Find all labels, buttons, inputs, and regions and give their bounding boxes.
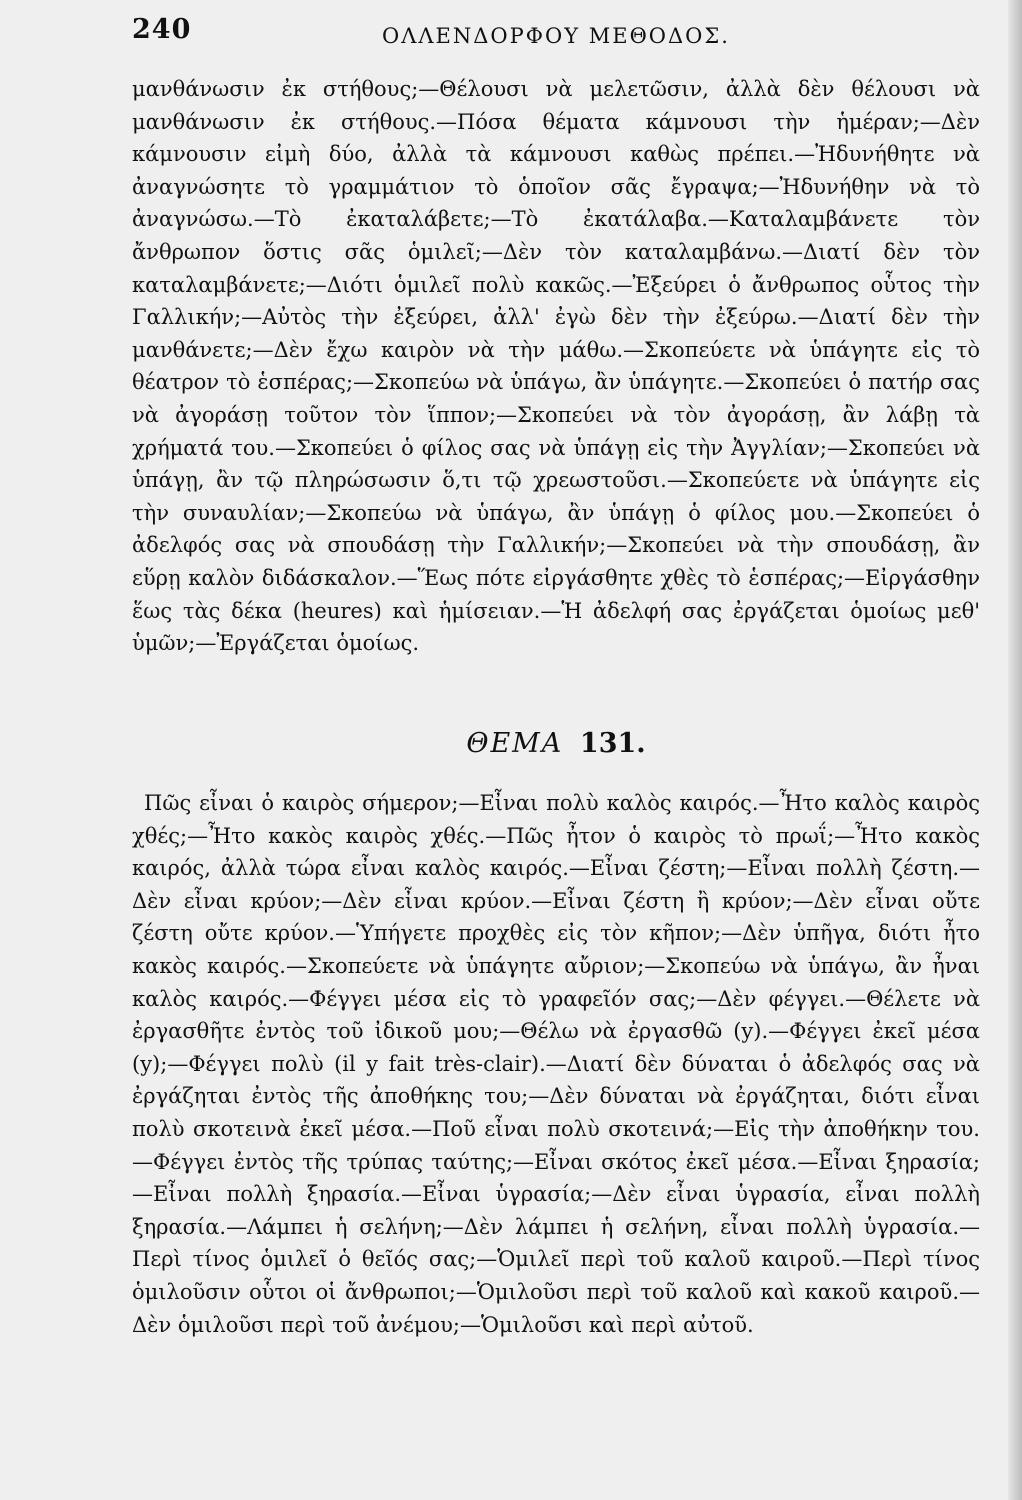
section-heading-word: ΘΕΜΑ xyxy=(466,728,564,759)
text-block-theme-131 xyxy=(132,787,980,1341)
section-heading xyxy=(132,728,980,759)
text-block-continuation xyxy=(132,73,980,660)
page-number: 240 xyxy=(132,14,192,45)
running-head: ΟΛΛΕΝΔΟΡΦΟΥ ΜΕΘΟΔΟΣ. xyxy=(382,24,730,48)
paragraph: Πῶς εἶναι ὁ καιρὸς σήμερον;—Εἶναι πολὺ καλὸς καιρός.—Ἦτο καλὸς καιρὸς χθές;—Ἦτο κακὸς καιρὸς χθές.—Πῶς ἦτον ὁ καιρὸς τὸ πρωΐ;—Ἦτο κακὸς καιρός, ἀλλὰ τώρα εἶναι καλὸς καιρός.—Εἶναι ζέστη;—Εἶναι πολλὴ ζέστη.—Δὲν εἶναι κρύον;—Δὲν εἶναι κρύον.—Εἶναι ζέστη ἢ κρύον;—Δὲν εἶναι οὔτε ζέστη οὔτε κρύον.—Ὑπήγετε προχθὲς εἰς τὸν κῆπον;—Δὲν ὑπῆγα, διότι ἦτο κακὸς καιρός.—Σκοπεύετε νὰ ὑπάγητε αὔριον;—Σκοπεύω νὰ ὑπάγω, ἂν ἦναι καλὸς καιρός.—Φέγγει μέσα εἰς τὸ γραφεῖόν σας;—Δὲν φέγγει.—Θέλετε νὰ ἐργασθῆτε ἐντὸς τοῦ ἰδικοῦ μου;—Θέλω νὰ ἐργασθῶ (y).—Φέγγει ἐκεῖ μέσα (y);—Φέγγει πολὺ (il y fait très-clair).—Διατί δὲν δύναται ὁ ἀδελφός σας νὰ ἐργάζηται ἐντὸς τῆς ἀποθήκης του;—Δὲν δύναται νὰ ἐργάζηται, διότι εἶναι πολὺ σκοτεινὰ ἐκεῖ μέσα.—Ποῦ εἶναι πολὺ σκοτεινά;—Εἰς τὴν ἀποθήκην του.—Φέγγει ἐντὸς τῆς τρύπας ταύτης;—Εἶναι σκότος ἐκεῖ μέσα.—Εἶναι ξηρασία;—Εἶναι πολλὴ ξηρασία.—Εἶναι ὑγρασία;—Δὲν εἶναι ὑγρασία, εἶναι πολλὴ ξηρασία.—Λάμπει ἡ σελήνη;—Δὲν λάμπει ἡ σελήνη, εἶναι πολλὴ ὑγρασία.—Περὶ τίνος ὁμιλεῖ ὁ θεῖός σας;—Ὁμιλεῖ περὶ τοῦ καλοῦ καιροῦ.—Περὶ τίνος ὁμιλοῦσιν οὗτοι οἱ ἄνθρωποι;—Ὁμιλοῦσι περὶ τοῦ καλοῦ καὶ κακοῦ καιροῦ.—Δὲν ὁμιλοῦσι περὶ τοῦ ἀνέμου;—Ὁμιλοῦσι καὶ περὶ αὐτοῦ. xyxy=(132,791,980,1337)
section-heading-number: 131. xyxy=(579,728,646,759)
page-header xyxy=(132,14,922,54)
paragraph: μανθάνωσιν ἐκ στήθους;—Θέλουσι νὰ μελετῶσιν, ἀλλὰ δὲν θέλουσι νὰ μανθάνωσιν ἐκ στήθους.—Πόσα θέματα κάμνουσι τὴν ἡμέραν;—Δὲν κάμνουσιν εἰμὴ δύο, ἀλλὰ τὰ κάμνουσι καθὼς πρέπει.—Ἠδυνήθητε νὰ ἀναγνώσητε τὸ γραμμάτιον τὸ ὁποῖον σᾶς ἔγραψα;—Ἠδυνήθην νὰ τὸ ἀναγνώσω.—Τὸ ἐκαταλάβετε;—Τὸ ἐκατάλαβα.—Καταλαμβάνετε τὸν ἄνθρωπον ὅστις σᾶς ὁμιλεῖ;—Δὲν τὸν καταλαμβάνω.—Διατί δὲν τὸν καταλαμβάνετε;—Διότι ὁμιλεῖ πολὺ κακῶς.—Ἐξεύρει ὁ ἄνθρωπος οὗτος τὴν Γαλλικήν;—Αὐτὸς τὴν ἐξεύρει, ἀλλ' ἐγὼ δὲν τὴν ἐξεύρω.—Διατί δὲν τὴν μανθάνετε;—Δὲν ἔχω καιρὸν νὰ τὴν μάθω.—Σκοπεύετε νὰ ὑπάγητε εἰς τὸ θέατρον τὸ ἑσπέρας;—Σκοπεύω νὰ ὑπάγω, ἂν ὑπάγητε.—Σκοπεύει ὁ πατήρ σας νὰ ἀγοράσῃ τοῦτον τὸν ἵππον;—Σκοπεύει νὰ τὸν ἀγοράσῃ, ἂν λάβῃ τὰ χρήματά του.—Σκοπεύει ὁ φίλος σας νὰ ὑπάγῃ εἰς τὴν Ἀγγλίαν;—Σκοπεύει νὰ ὑπάγῃ, ἂν τῷ πληρώσωσιν ὅ,τι τῷ χρεωστοῦσι.—Σκοπεύετε νὰ ὑπάγητε εἰς τὴν συναυλίαν;—Σκοπεύω νὰ ὑπάγω, ἂν ὑπάγῃ ὁ φίλος μου.—Σκοπεύει ὁ ἀδελφός σας νὰ σπουδάσῃ τὴν Γαλλικήν;—Σκοπεύει νὰ τὴν σπουδάσῃ, ἂν εὕρῃ καλὸν διδάσκαλον.—Ἕως πότε εἰργάσθητε χθὲς τὸ ἑσπέρας;—Εἰργάσθην ἕως τὰς δέκα (heures) καὶ ἡμίσειαν.—Ἡ ἀδελφή σας ἐργάζεται ὁμοίως μεθ' ὑμῶν;—Ἐργάζεται ὁμοίως. xyxy=(132,77,980,656)
